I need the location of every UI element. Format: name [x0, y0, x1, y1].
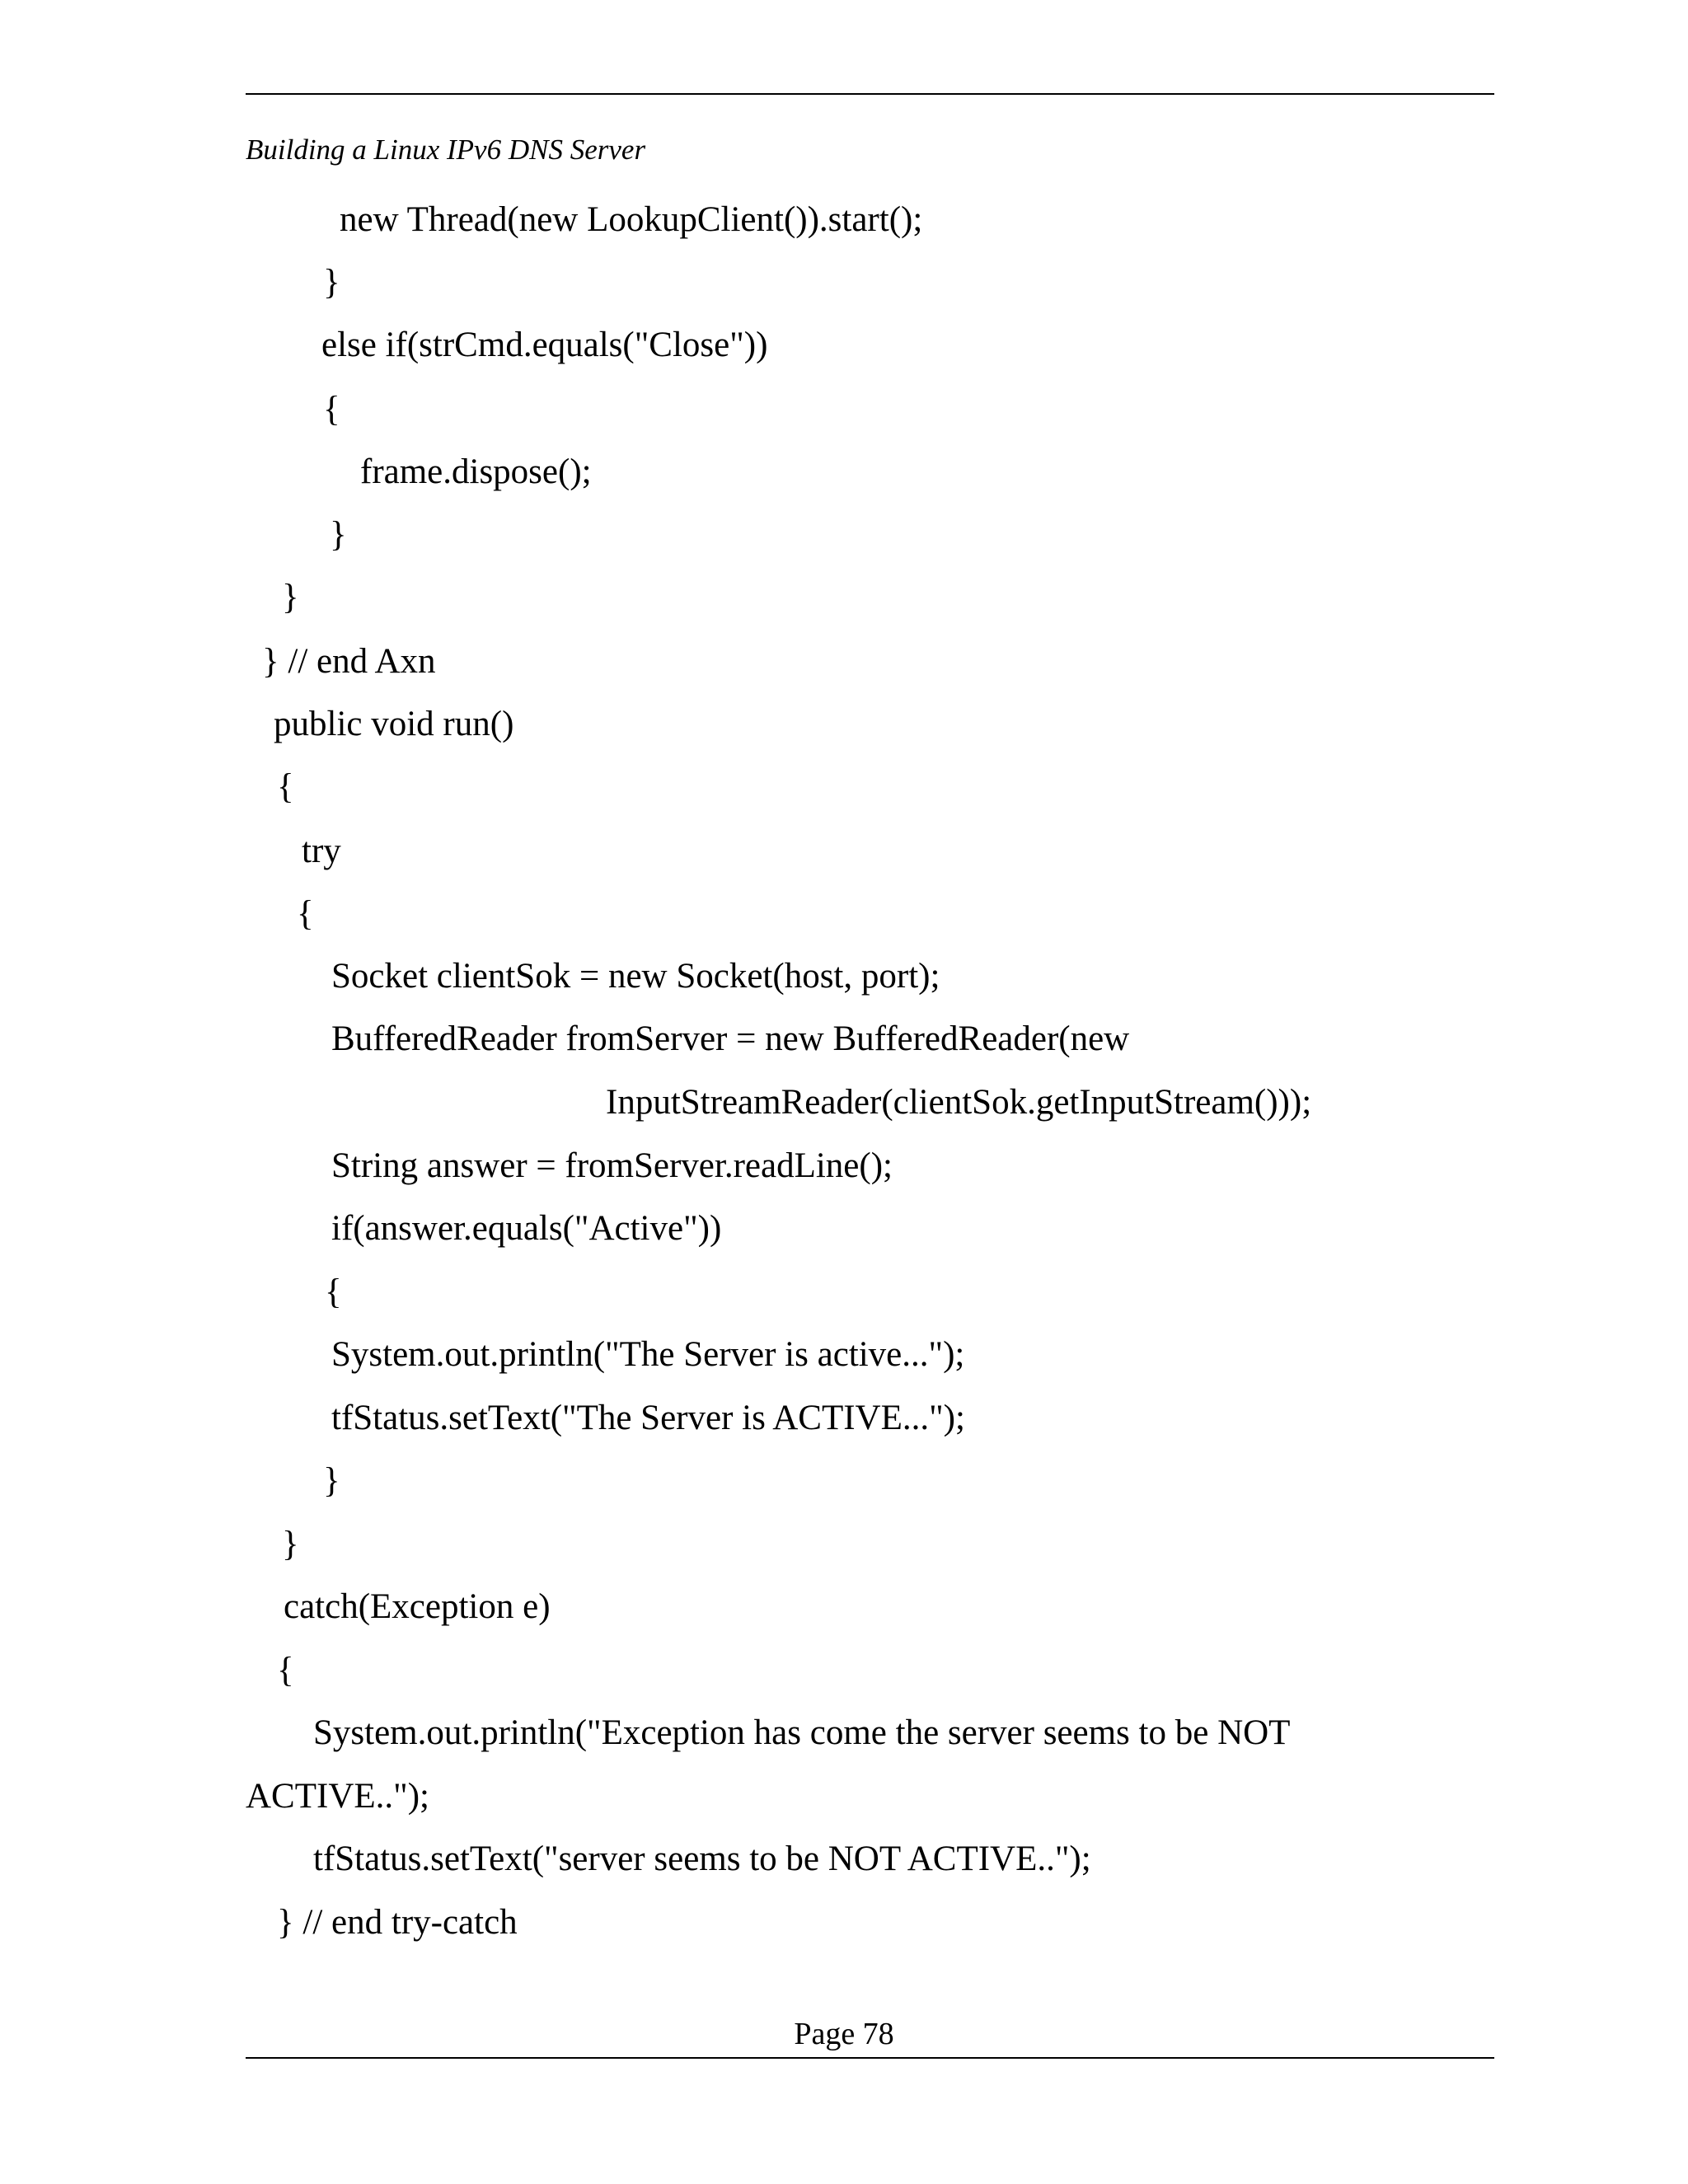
code-line: tfStatus.setText("The Server is ACTIVE..."); [331, 1399, 965, 1437]
code-line: tfStatus.setText("server seems to be NOT ACTIVE.."); [313, 1840, 1091, 1878]
code-line: { [277, 767, 294, 806]
code-line: { [277, 1651, 294, 1690]
code-line: } [282, 578, 299, 616]
code-line: public void run() [274, 705, 514, 743]
code-line: } [330, 515, 347, 554]
code-line: BufferedReader fromServer = new BufferedReader(new [331, 1019, 1130, 1058]
code-line: { [325, 1272, 342, 1311]
code-line: try [302, 832, 341, 870]
code-line: frame.dispose(); [360, 452, 592, 491]
code-line: } [323, 1461, 340, 1500]
code-line: new Thread(new LookupClient()).start(); [340, 200, 923, 239]
code-line: } // end try-catch [277, 1903, 518, 1942]
code-line: { [323, 390, 340, 429]
code-line: } [323, 263, 340, 302]
header-rule [246, 93, 1494, 95]
code-line: String answer = fromServer.readLine(); [331, 1146, 893, 1185]
page-number: Page 78 [794, 2017, 894, 2051]
code-line: Socket clientSok = new Socket(host, port); [331, 957, 940, 996]
code-line: { [297, 894, 314, 933]
code-line: } [282, 1525, 299, 1563]
code-line: else if(strCmd.equals("Close")) [321, 326, 768, 364]
code-line: System.out.println("The Server is active..."); [331, 1335, 965, 1374]
footer-rule [246, 2057, 1494, 2059]
code-line: ACTIVE.."); [246, 1777, 429, 1816]
code-line: } // end Axn [262, 642, 436, 681]
code-line: if(answer.equals("Active")) [331, 1209, 722, 1248]
code-line: catch(Exception e) [284, 1587, 551, 1626]
code-line: System.out.println("Exception has come the server seems to be NOT [313, 1713, 1291, 1752]
running-header-title: Building a Linux IPv6 DNS Server [246, 134, 646, 166]
code-line: InputStreamReader(clientSok.getInputStream())); [606, 1083, 1312, 1122]
